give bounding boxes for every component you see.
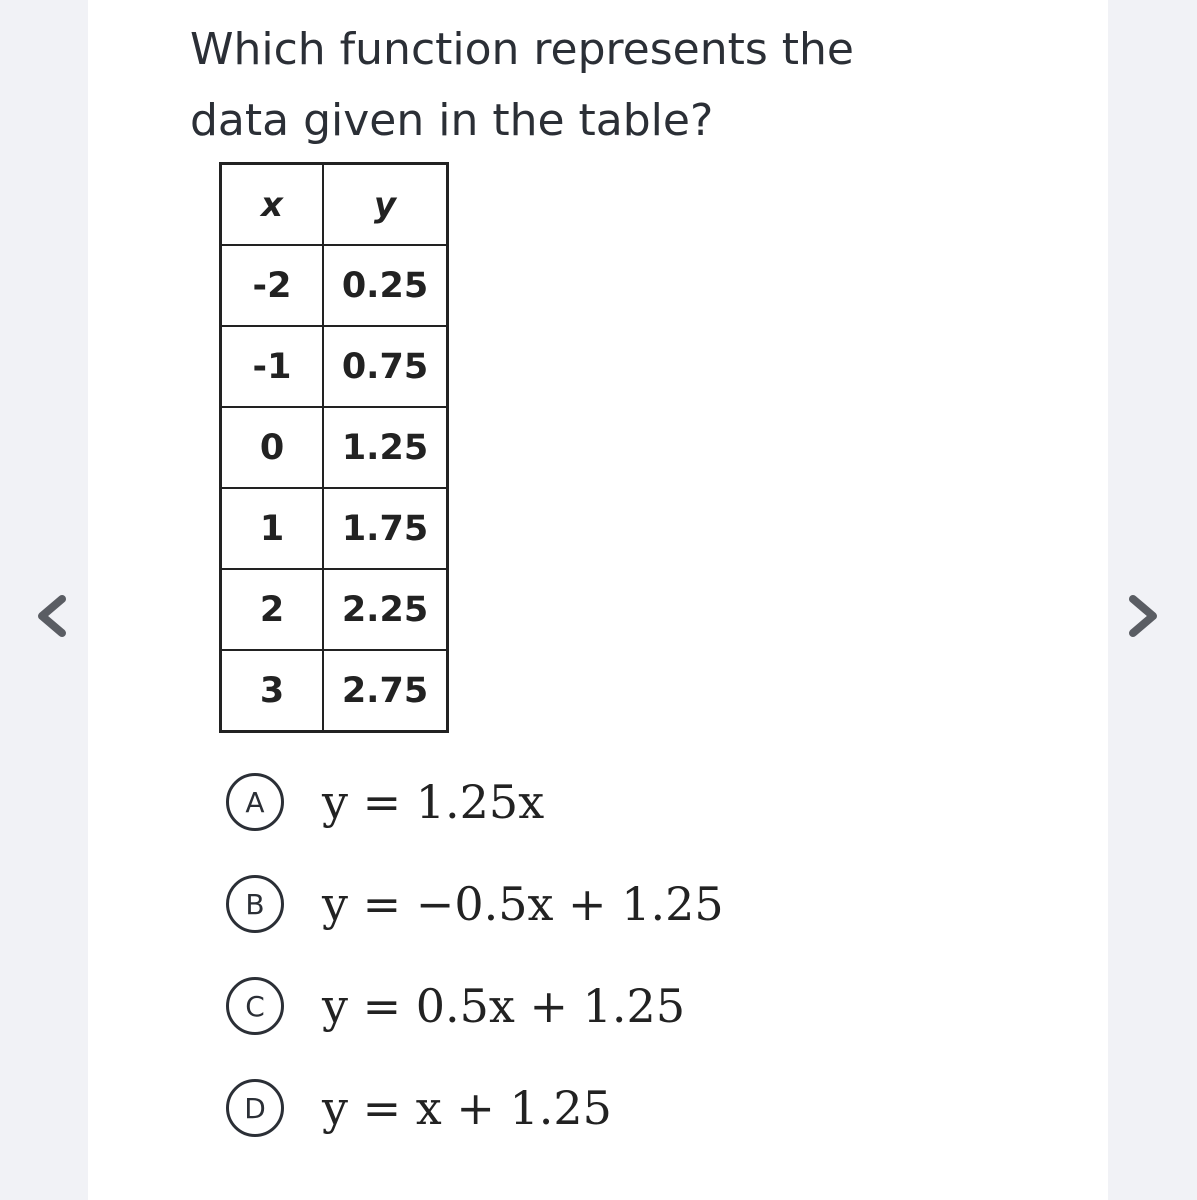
table-cell-y: 2.25 [323,569,448,650]
next-button[interactable] [1113,586,1173,646]
table-cell-y: 0.25 [323,245,448,326]
choice-c-letter-circle[interactable]: C [226,977,284,1035]
table-cell-x: 2 [221,569,324,650]
table-header-y: y [323,164,448,246]
choice-a-formula: y = 1.25x [322,775,545,829]
table-cell-y: 1.25 [323,407,448,488]
table-cell-y: 2.75 [323,650,448,732]
table-cell-y: 0.75 [323,326,448,407]
question-text [190,14,910,156]
table-row [221,245,448,326]
table-cell-x: -2 [221,245,324,326]
choice-a[interactable] [226,773,544,831]
chevron-right-icon [1123,591,1163,641]
choice-b[interactable] [226,875,724,933]
choice-d[interactable] [226,1079,612,1137]
table-cell-x: 1 [221,488,324,569]
question-line-2: data given in the table? [190,95,714,146]
question-line-1: Which function represents the [190,24,854,75]
choice-d-letter-circle[interactable]: D [226,1079,284,1137]
table-header-row [221,164,448,246]
chevron-left-icon [32,591,72,641]
table-row [221,569,448,650]
choice-a-letter-circle[interactable]: A [226,773,284,831]
choice-d-formula: y = x + 1.25 [322,1081,612,1135]
table-row [221,488,448,569]
table-cell-x: 0 [221,407,324,488]
table-row [221,650,448,732]
table-row [221,407,448,488]
previous-button[interactable] [22,586,82,646]
choice-c-formula: y = 0.5x + 1.25 [322,979,686,1033]
choice-b-formula: y = −0.5x + 1.25 [322,877,724,931]
table-cell-x: -1 [221,326,324,407]
table-cell-y: 1.75 [323,488,448,569]
choice-c[interactable] [226,977,685,1035]
data-table [219,162,449,733]
choice-b-letter-circle[interactable]: B [226,875,284,933]
table-cell-x: 3 [221,650,324,732]
table-header-x: x [221,164,324,246]
table-row [221,326,448,407]
